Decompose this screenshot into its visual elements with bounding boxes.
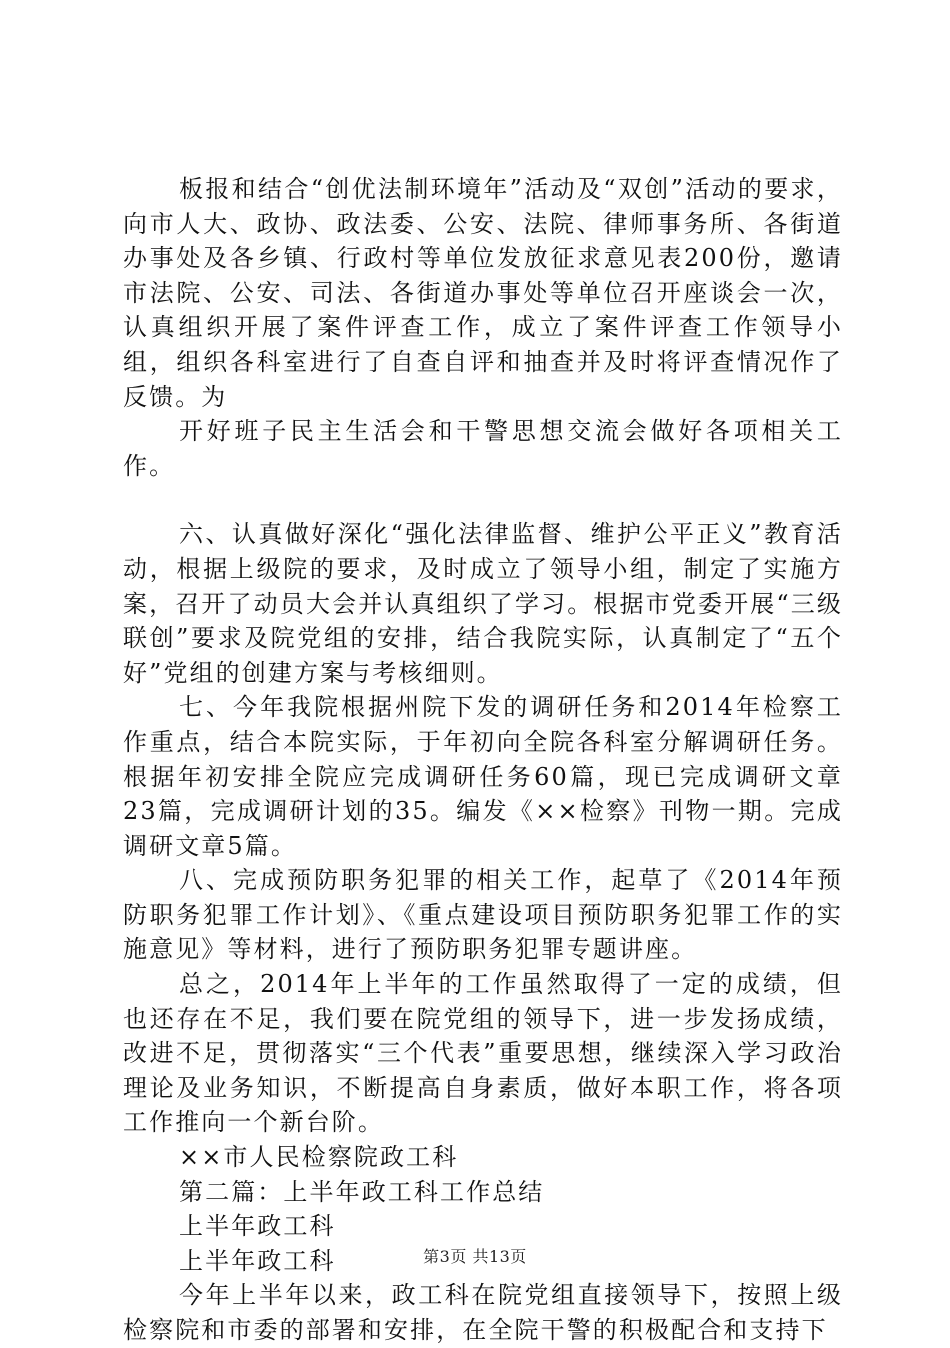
- signature-line: ××市人民检察院政工科: [179, 1143, 459, 1172]
- document-body: [123, 172, 843, 1348]
- paragraph-democratic-life: 开好班子民主生活会和干警思想交流会做好各项相关工作。: [123, 417, 843, 480]
- subheading-line-1: 上半年政工科: [179, 1212, 336, 1241]
- paragraph-intro: 今年上半年以来，政工科在院党组直接领导下，按照上级检察院和市委的部署和安排，在全院干警的积极配合和支持下: [123, 1281, 843, 1344]
- paragraph-case-review: 板报和结合“创优法制环境年”活动及“双创”活动的要求，向市人大、政协、政法委、公安、法院、律师事务所、各街道办事处及各乡镇、行政村等单位发放征求意见表200份，邀请市法院、公安、司法、各街道办事处等单位召开座谈会一次，认真组织开展了案件评查工作，成立了案件评查工作领导小组，组织各科室进行了自查自评和抽查并及时将评查情况作了反馈。为: [123, 175, 843, 411]
- subheading-line-2: 上半年政工科: [179, 1246, 336, 1275]
- section-heading: 第二篇：上半年政工科工作总结: [179, 1177, 545, 1206]
- paragraph-item-six: 六、认真做好深化“强化法律监督、维护公平正义”教育活动，根据上级院的要求，及时成立了领导小组，制定了实施方案，召开了动员大会并认真组织了学习。根据市党委开展“三级联创”要求及院党组的安排，结合我院实际，认真制定了“五个好”党组的创建方案与考核细则。: [123, 520, 843, 687]
- paragraph-summary: 总之，2014年上半年的工作虽然取得了一定的成绩，但也还存在不足，我们要在院党组的领导下，进一步发扬成绩，改进不足，贯彻落实“三个代表”重要思想，继续深入学习政治理论及业务知识，不断提高自身素质，做好本职工作，将各项工作推向一个新台阶。: [123, 970, 843, 1137]
- paragraph-item-seven: 七、今年我院根据州院下发的调研任务和2014年检察工作重点，结合本院实际，于年初向全院各科室分解调研任务。根据年初安排全院应完成调研任务60篇，现已完成调研文章23篇，完成调研计划的35。编发《××检察》刊物一期。完成调研文章5篇。: [123, 693, 843, 860]
- page-number-footer: 第3页 共13页: [423, 1247, 527, 1266]
- paragraph-item-eight: 八、完成预防职务犯罪的相关工作，起草了《2014年预防职务犯罪工作计划》、《重点建设项目预防职务犯罪工作的实施意见》等材料，进行了预防职务犯罪专题讲座。: [123, 866, 843, 964]
